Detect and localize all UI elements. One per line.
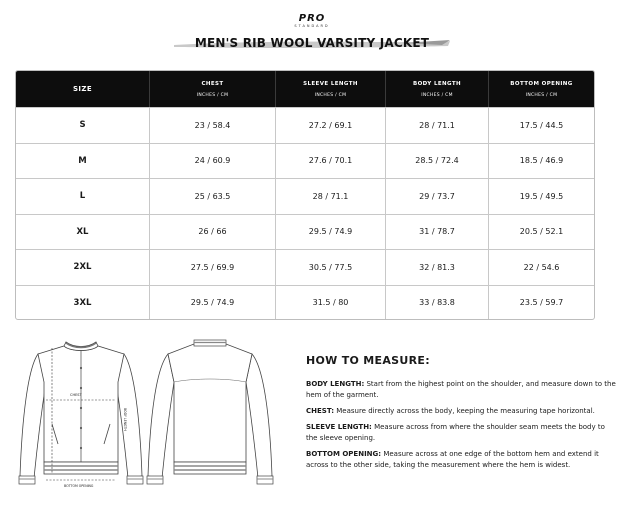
header-unit: INCHES / CM bbox=[196, 92, 229, 98]
cell-sleeve-length: 27.2 / 69.1 bbox=[276, 108, 386, 143]
cell-size: 3XL bbox=[16, 286, 150, 321]
brand-logo bbox=[288, 14, 336, 30]
measure-term: BODY LENGTH: bbox=[306, 380, 365, 388]
header-label: BODY LENGTH bbox=[413, 80, 461, 87]
jacket-front-illustration bbox=[18, 338, 144, 490]
cell-sleeve-length: 30.5 / 77.5 bbox=[276, 250, 386, 285]
cell-body-length: 28 / 71.1 bbox=[386, 108, 489, 143]
header-label: SLEEVE LENGTH bbox=[303, 80, 358, 87]
cell-body-length: 31 / 78.7 bbox=[386, 215, 489, 250]
diagram-bottom-opening-label: BOTTOM OPENING bbox=[64, 484, 94, 488]
cell-sleeve-length: 27.6 / 70.1 bbox=[276, 144, 386, 179]
measure-text: Measure across at one edge of the bottom hem and extend it across to the other side, taking the measurement where the hem is widest. bbox=[306, 450, 599, 469]
cell-size: XL bbox=[16, 215, 150, 250]
cell-chest: 25 / 63.5 bbox=[150, 179, 276, 214]
cell-bottom-opening: 18.5 / 46.9 bbox=[519, 156, 564, 166]
cell-sleeve-length: 29.5 / 74.9 bbox=[276, 215, 386, 250]
measure-item-body-length bbox=[306, 379, 618, 401]
table-header bbox=[16, 71, 594, 107]
size-chart-table bbox=[15, 70, 595, 320]
header-unit: INCHES / CM bbox=[314, 92, 347, 98]
header-label: CHEST bbox=[201, 80, 224, 87]
header-bottom-opening bbox=[489, 71, 594, 107]
cell-bottom-opening: 23.5 / 59.7 bbox=[519, 298, 564, 308]
header-unit: INCHES / CM bbox=[525, 92, 558, 98]
cell-body-length: 29 / 73.7 bbox=[386, 179, 489, 214]
cell-chest: 23 / 58.4 bbox=[150, 108, 276, 143]
table-row bbox=[16, 107, 594, 143]
header-chest bbox=[150, 71, 276, 107]
cell-size: M bbox=[16, 144, 150, 179]
table-row bbox=[16, 214, 594, 250]
header-label: SIZE bbox=[72, 85, 93, 93]
table-row bbox=[16, 285, 594, 321]
cell-bottom-opening: 20.5 / 52.1 bbox=[519, 227, 564, 237]
cell-size: L bbox=[16, 179, 150, 214]
measure-term: BOTTOM OPENING: bbox=[306, 450, 382, 458]
cell-bottom-opening: 19.5 / 49.5 bbox=[519, 191, 564, 201]
header-size bbox=[16, 71, 150, 107]
header-body-length bbox=[386, 71, 489, 107]
how-to-measure-section bbox=[306, 354, 618, 476]
cell-size: S bbox=[16, 108, 150, 143]
measure-text: Measure directly across the body, keeping the measuring tape horizontal. bbox=[334, 407, 595, 415]
measure-item-chest bbox=[306, 406, 618, 417]
table-row bbox=[16, 249, 594, 285]
header-unit: INCHES / CM bbox=[421, 92, 453, 98]
page-title: MEN'S RIB WOOL VARSITY JACKET bbox=[194, 36, 430, 50]
diagram-chest-label: CHEST bbox=[70, 393, 82, 397]
table-row bbox=[16, 143, 594, 179]
cell-body-length: 33 / 83.8 bbox=[386, 286, 489, 321]
cell-chest: 24 / 60.9 bbox=[150, 144, 276, 179]
cell-sleeve-length: 31.5 / 80 bbox=[276, 286, 386, 321]
measure-term: SLEEVE LENGTH: bbox=[306, 423, 372, 431]
measure-text: Start from the highest point on the shoulder, and measure down to the hem of the garment. bbox=[306, 380, 616, 399]
measure-term: CHEST: bbox=[306, 407, 335, 415]
cell-bottom-opening: 22 / 54.6 bbox=[523, 262, 560, 272]
measure-item-bottom-opening bbox=[306, 449, 618, 471]
brand-logo-subtext: STANDARD bbox=[294, 24, 330, 28]
cell-sleeve-length: 28 / 71.1 bbox=[276, 179, 386, 214]
title-banner bbox=[172, 34, 452, 52]
cell-bottom-opening: 17.5 / 44.5 bbox=[519, 120, 564, 130]
brand-logo-text: PRO bbox=[298, 13, 326, 24]
cell-body-length: 28.5 / 72.4 bbox=[386, 144, 489, 179]
cell-size: 2XL bbox=[16, 250, 150, 285]
table-row bbox=[16, 178, 594, 214]
how-to-measure-heading: HOW TO MEASURE: bbox=[306, 354, 430, 367]
diagram-body-length-label: BODY LENGTH bbox=[123, 408, 127, 431]
cell-chest: 26 / 66 bbox=[150, 215, 276, 250]
cell-chest: 27.5 / 69.9 bbox=[150, 250, 276, 285]
header-label: BOTTOM OPENING bbox=[510, 80, 573, 87]
measure-text: Measure across from where the shoulder seam meets the body to the sleeve opening. bbox=[306, 423, 605, 442]
cell-body-length: 32 / 81.3 bbox=[386, 250, 489, 285]
jacket-back-illustration bbox=[144, 338, 276, 490]
measure-item-sleeve-length bbox=[306, 422, 618, 444]
cell-chest: 29.5 / 74.9 bbox=[150, 286, 276, 321]
header-sleeve-length bbox=[276, 71, 386, 107]
